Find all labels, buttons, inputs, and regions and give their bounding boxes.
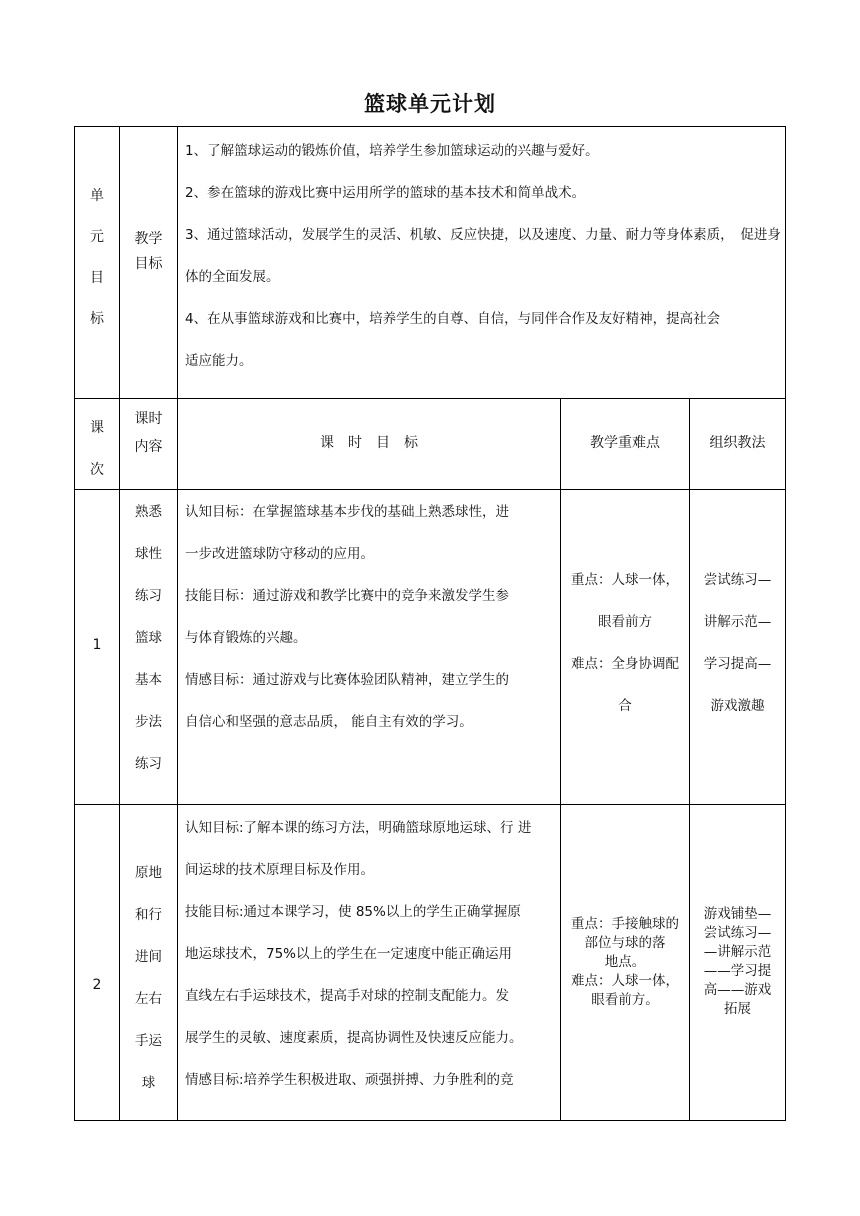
lesson-content — [120, 852, 177, 1104]
lesson-content — [120, 491, 177, 785]
lesson-goal-line: 情感目标：通过游戏与比赛体验团队精神，建立学生的 — [185, 672, 509, 688]
lesson-difficulty-line: 重点：手接触球的 — [571, 916, 679, 932]
col-divider — [177, 127, 178, 1120]
lesson-goal-text — [185, 491, 557, 743]
lesson-method-line: —讲解示范 — [703, 944, 772, 960]
lesson-content-line: 球性 — [135, 546, 162, 562]
lesson-method-line: 游戏铺垫— — [703, 906, 772, 922]
col-divider — [560, 398, 561, 1120]
unit-goal-line: 2、参在篮球的游戏比赛中运用所学的篮球的基本技术和简单战术。 — [185, 185, 586, 201]
unit-goal-line: 体的全面发展。 — [185, 269, 280, 285]
lesson-number: 1 — [92, 637, 102, 653]
lesson-method-line: 游戏激趣 — [710, 698, 765, 714]
unit-plan-table — [74, 126, 786, 1121]
page-title: 篮球单元计划 — [364, 91, 496, 116]
header-difficulty: 教学重难点 — [590, 435, 660, 451]
lesson-content-line: 篮球 — [135, 630, 162, 646]
lesson-difficulty-line: 难点：人球一体， — [571, 973, 679, 989]
lesson-difficulty-line: 地点。 — [604, 954, 646, 970]
lesson-goal-line: 认知目标:了解本课的练习方法，明确篮球原地运球、行 进 — [185, 820, 532, 836]
lesson-content-line: 练习 — [135, 588, 162, 604]
lesson-goal-line: 展学生的灵敏、速度素质，提高协调性及快速反应能力。 — [185, 1030, 523, 1046]
lesson-content-line: 左右 — [135, 991, 162, 1007]
header-lesson-content — [120, 407, 177, 465]
unit-goal-label-char: 标 — [90, 311, 104, 327]
lesson-goal-text — [185, 807, 560, 1101]
lesson-method — [690, 559, 785, 727]
teaching-goal-label — [120, 227, 177, 277]
lesson-difficulty-line: 部位与球的落 — [584, 935, 666, 951]
header-lesson-number — [75, 407, 119, 491]
lesson-goal-line: 情感目标:培养学生积极进取、顽强拼搏、力争胜利的竞 — [185, 1072, 514, 1088]
unit-goal-line: 3、通过篮球活动，发展学生的灵活、机敏、反应快捷，以及速度、力量、耐力等身体素质， 促进身 — [185, 227, 781, 243]
lesson-content-line: 熟悉 — [135, 504, 162, 520]
lesson-difficulty-line: 合 — [618, 698, 632, 714]
teaching-goal-label-line: 教学 — [134, 231, 163, 247]
lesson-method-line: ——学习提 — [703, 963, 772, 979]
lesson-goal-line: 一步改进篮球防守移动的应用。 — [185, 546, 374, 562]
lesson-goal-line: 技能目标:通过本课学习，使 85%以上的学生正确掌握原 — [185, 904, 521, 920]
header-lesson-number-char: 次 — [90, 462, 104, 478]
lesson-difficulty-line: 重点：人球一体， — [571, 572, 679, 588]
lesson-content-line: 手运 — [135, 1033, 162, 1049]
row-divider — [75, 804, 785, 805]
lesson-method-line: 尝试练习— — [703, 925, 772, 941]
header-lesson-goal: 课 时 目 标 — [320, 435, 418, 451]
lesson-method — [690, 905, 785, 1019]
header-method: 组织教法 — [709, 435, 766, 451]
lesson-difficulty — [561, 559, 689, 727]
unit-goal-label-char: 单 — [90, 188, 104, 204]
lesson-goal-line: 技能目标：通过游戏和教学比赛中的竞争来激发学生参 — [185, 588, 509, 604]
lesson-content-line: 球 — [141, 1075, 156, 1091]
lesson-goal-line: 自信心和坚强的意志品质， 能自主有效的学习。 — [185, 714, 473, 730]
lesson-difficulty-line: 眼看前方。 — [591, 992, 659, 1008]
lesson-method-line: 尝试练习— — [703, 572, 772, 588]
lesson-goal-line: 认知目标：在掌握篮球基本步伐的基础上熟悉球性，进 — [185, 504, 509, 520]
lesson-content-line: 原地 — [135, 865, 162, 881]
lesson-number: 2 — [92, 977, 102, 993]
unit-goal-line: 4、在从事篮球游戏和比赛中，培养学生的自尊、自信，与同伴合作及友好精神，提高社会 — [185, 311, 721, 327]
lesson-method-line: 高——游戏 — [703, 982, 772, 998]
lesson-content-line: 进间 — [135, 949, 162, 965]
header-lesson-content-line: 课时 — [134, 411, 163, 427]
teaching-goal-label-line: 目标 — [134, 256, 163, 272]
unit-goal-label-char: 元 — [90, 229, 104, 245]
row-divider — [75, 398, 785, 399]
lesson-method-line: 学习提高— — [703, 656, 772, 672]
lesson-content-line: 基本 — [135, 672, 162, 688]
unit-goal-line: 适应能力。 — [185, 353, 253, 369]
lesson-method-line: 拓展 — [724, 1001, 751, 1017]
lesson-goal-line: 间运球的技术原理目标及作用。 — [185, 862, 374, 878]
lesson-content-line: 练习 — [135, 756, 162, 772]
lesson-difficulty-line: 眼看前方 — [598, 614, 652, 630]
lesson-content-line: 步法 — [135, 714, 162, 730]
lesson-difficulty — [561, 915, 689, 1010]
lesson-content-line: 和行 — [135, 907, 162, 923]
unit-goal-text — [185, 130, 785, 382]
row-divider — [75, 489, 785, 490]
header-lesson-number-char: 课 — [90, 420, 104, 436]
lesson-goal-line: 与体育锻炼的兴趣。 — [185, 630, 307, 646]
unit-goal-label-char: 目 — [90, 270, 104, 286]
unit-goal-line: 1、了解篮球运动的锻炼价值，培养学生参加篮球运动的兴趣与爱好。 — [185, 143, 599, 159]
lesson-goal-line: 地运球技术，75%以上的学生在一定速度中能正确运用 — [185, 946, 513, 962]
header-lesson-content-line: 内容 — [134, 439, 163, 455]
lesson-difficulty-line: 难点：全身协调配 — [571, 656, 679, 672]
lesson-goal-line: 直线左右手运球技术，提高手对球的控制支配能力。发 — [185, 988, 509, 1004]
lesson-method-line: 讲解示范— — [703, 614, 772, 630]
